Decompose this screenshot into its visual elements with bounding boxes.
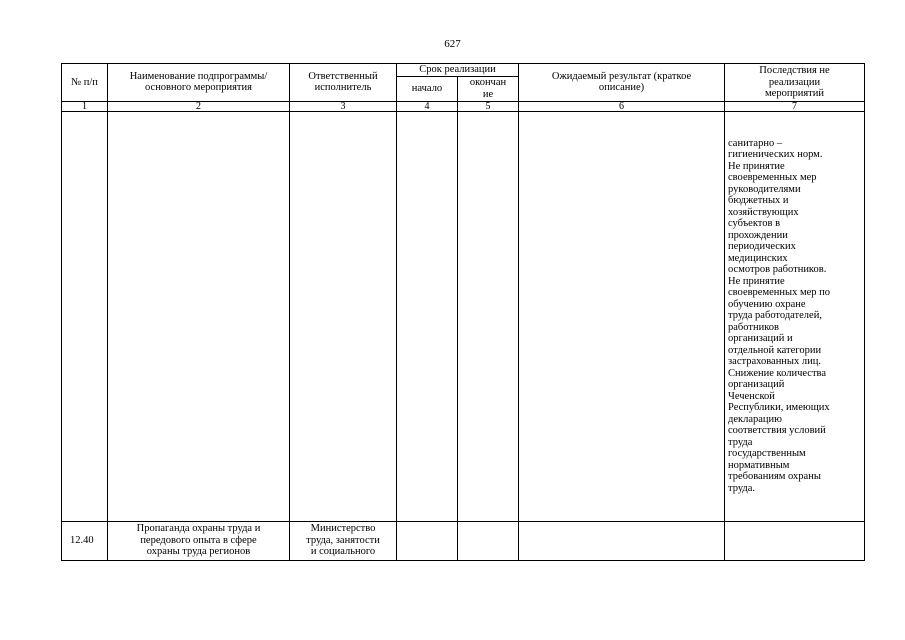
consequences-line: Чеченской: [728, 390, 775, 402]
header-consequences-line: Последствия не: [759, 65, 830, 76]
consequences-line: Не принятие: [728, 160, 785, 172]
consequences-line: прохождении: [728, 229, 788, 241]
header-start: начало: [397, 76, 458, 101]
consequences-line: своевременных мер по: [728, 287, 830, 299]
consequences-line: труда: [728, 436, 753, 448]
consequences-line: организаций и: [728, 333, 793, 345]
column-index: 2: [108, 101, 290, 111]
consequences-line: медицинских: [728, 252, 788, 264]
cell-start: [397, 521, 458, 560]
cell-responsible: [290, 521, 397, 560]
cell-name-line: Пропаганда охраны труда и: [136, 523, 261, 535]
cell-name: [108, 521, 290, 560]
header-responsible-line: исполнитель: [314, 82, 372, 94]
header-end-line: ие: [482, 88, 494, 100]
consequences-line: Республики, имеющих: [728, 402, 830, 414]
consequences-line: застрахованных лиц.: [728, 356, 821, 368]
cell-responsible-line: Министерство: [310, 523, 376, 535]
consequences-line: организаций: [728, 379, 785, 391]
column-index: 4: [397, 101, 458, 111]
header-name: [108, 64, 290, 102]
cell-consequences: [725, 521, 865, 560]
column-index-row: [62, 101, 865, 111]
consequences-line: нормативным: [728, 459, 790, 471]
consequences-line: труда работодателей,: [728, 310, 822, 322]
header-consequences-line: мероприятий: [765, 88, 824, 99]
cell-name-line: охраны труда регионов: [146, 546, 251, 558]
header-result-line: описание): [598, 82, 645, 94]
cell-responsible-line: и социального: [310, 546, 376, 558]
cell-consequences: [725, 111, 865, 521]
consequences-line: соответствия условий: [728, 425, 826, 437]
header-end-line: окончан: [469, 77, 507, 88]
table-row-continuation: [62, 111, 865, 521]
header-consequences: [725, 64, 865, 102]
column-index: 1: [62, 101, 108, 111]
header-name-line: Наименование подпрограммы/: [129, 70, 268, 82]
consequences-line: своевременных мер: [728, 172, 817, 184]
consequences-line: Снижение количества: [728, 367, 827, 379]
consequences-line: санитарно –: [728, 137, 783, 149]
consequences-line: бюджетных и: [728, 195, 789, 207]
cell-name: [108, 111, 290, 521]
consequences-line: хозяйствующих: [728, 206, 799, 218]
cell-responsible-line: труда, занятости: [306, 534, 380, 546]
header-end: [458, 76, 519, 101]
consequences-line: отдельной категории: [728, 344, 822, 356]
table-header-row: [62, 64, 865, 77]
consequences-line: руководителями: [728, 183, 801, 195]
consequences-line: требованиям охраны: [728, 471, 821, 483]
column-index: 7: [725, 101, 865, 111]
consequences-line: осмотров работников.: [728, 264, 827, 276]
header-term: Срок реализации: [397, 64, 519, 77]
cell-result: [519, 521, 725, 560]
consequences-line: обучению охране: [728, 298, 806, 310]
cell-responsible: [290, 111, 397, 521]
header-responsible-line: Ответственный: [308, 70, 378, 82]
column-index: 6: [519, 101, 725, 111]
header-result-line: Ожидаемый результат (краткое: [551, 70, 692, 82]
consequences-line: гигиенических норм.: [728, 149, 823, 161]
cell-end: [458, 111, 519, 521]
header-responsible: [290, 64, 397, 102]
column-index: 3: [290, 101, 397, 111]
cell-result: [519, 111, 725, 521]
consequences-line: труда.: [728, 482, 756, 494]
consequences-line: государственным: [728, 448, 806, 460]
program-activities-table: [61, 63, 865, 561]
consequences-line: периодических: [728, 241, 796, 253]
consequences-line: субъектов в: [728, 218, 781, 230]
page-number: 627: [444, 38, 461, 50]
consequences-line: работников: [728, 321, 779, 333]
consequences-line: Не принятие: [728, 275, 785, 287]
table-row: [62, 521, 865, 560]
header-consequences-line: реализации: [768, 76, 821, 88]
cell-num: [62, 111, 108, 521]
header-result: [519, 64, 725, 102]
cell-name-line: передового опыта в сфере: [140, 534, 257, 546]
cell-num: 12.40: [62, 521, 108, 560]
header-num: № п/п: [62, 64, 108, 102]
cell-end: [458, 521, 519, 560]
consequences-line: декларацию: [728, 413, 783, 425]
header-name-line: основного мероприятия: [145, 82, 252, 94]
cell-start: [397, 111, 458, 521]
column-index: 5: [458, 101, 519, 111]
